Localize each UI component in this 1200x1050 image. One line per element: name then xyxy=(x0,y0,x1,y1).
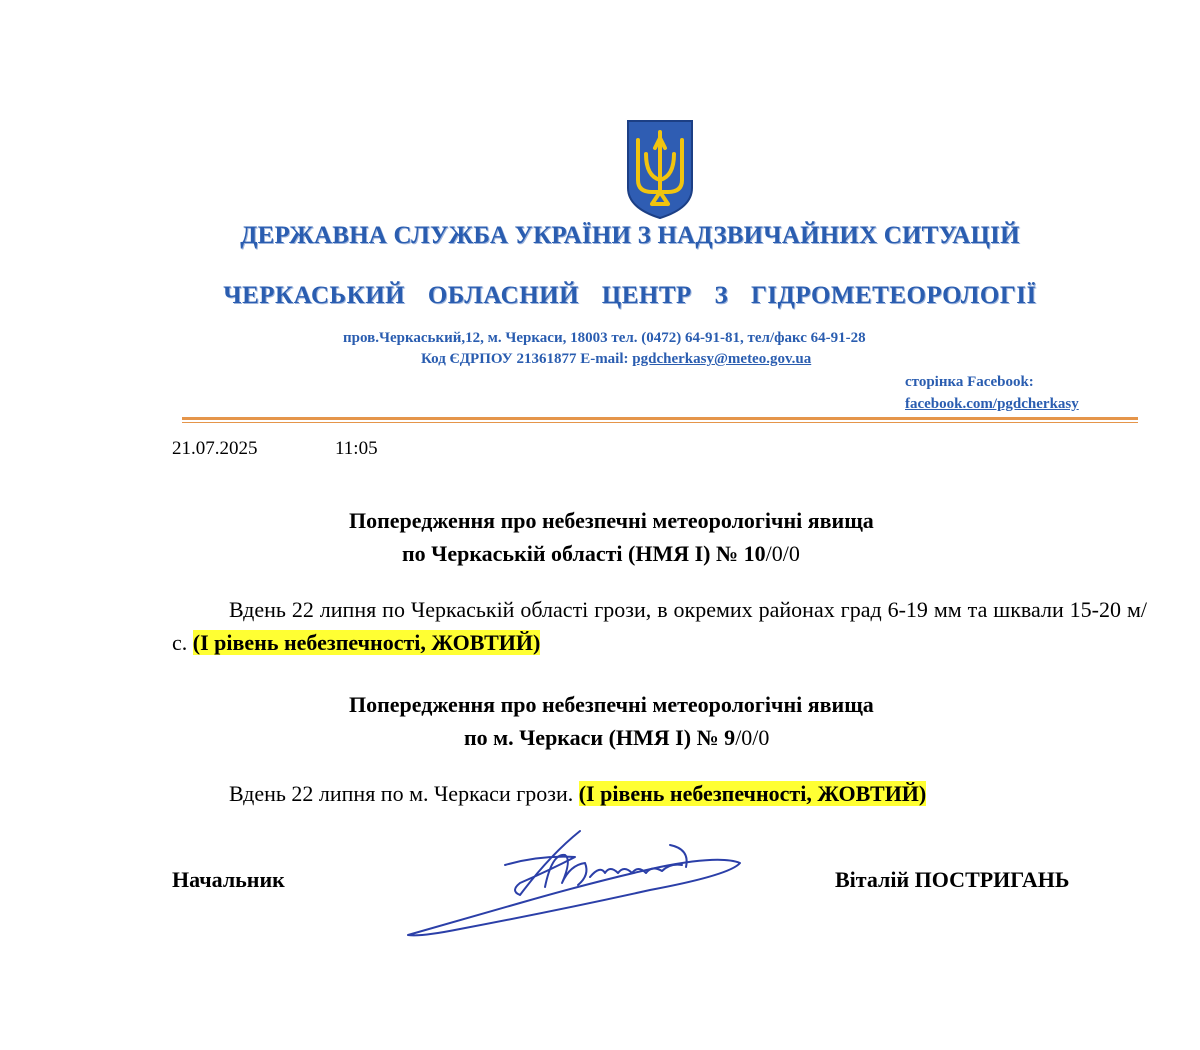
center-title: ЧЕРКАСЬКИЙ ОБЛАСНИЙ ЦЕНТР З ГІДРОМЕТЕОРОЛОГІЇ xyxy=(223,282,1037,309)
facebook-link[interactable]: facebook.com/pgdcherkasy xyxy=(905,396,1079,412)
issue-time: 11:05 xyxy=(335,438,378,459)
issue-date: 21.07.2025 xyxy=(172,438,258,459)
warning1-subtitle xyxy=(402,541,800,567)
warning1-subtitle-main: по Черкаській області (НМЯ І) № 10 xyxy=(402,541,766,566)
warning2-title: Попередження про небезпечні метеорологічні явища xyxy=(349,692,874,717)
header-divider xyxy=(182,417,1138,420)
trident-emblem-icon xyxy=(624,118,696,220)
warning1-level: (І рівень небезпечності, ЖОВТИЙ) xyxy=(192,630,541,655)
signatory-name: Віталій ПОСТРИГАНЬ xyxy=(835,867,1070,892)
facebook-label: сторінка Facebook: xyxy=(905,374,1034,390)
warning1-title: Попередження про небезпечні метеорологічні явища xyxy=(349,508,874,533)
code-email-prefix: Код ЄДРПОУ 21361877 E-mail: xyxy=(421,351,633,367)
organization-title: ДЕРЖАВНА СЛУЖБА УКРАЇНИ З НАДЗВИЧАЙНИХ СИТУАЦІЙ xyxy=(240,222,1020,249)
signatory-role: Начальник xyxy=(172,867,285,892)
warning2-subtitle xyxy=(464,725,769,751)
warning2-body xyxy=(229,777,926,810)
email-link[interactable]: pgdcherkasy@meteo.gov.ua xyxy=(632,351,812,367)
warning2-text: Вдень 22 липня по м. Черкаси грози. xyxy=(229,781,579,806)
code-email-line xyxy=(421,351,811,368)
warning1-text: Вдень 22 липня по Черкаській області грози, в окремих районах град 6-19 мм та шквали 15-20 м/с. xyxy=(172,597,1147,655)
handwritten-signature xyxy=(400,825,750,945)
warning2-level: (І рівень небезпечності, ЖОВТИЙ) xyxy=(578,781,927,806)
warning2-subtitle-main: по м. Черкаси (НМЯ І) № 9 xyxy=(464,725,736,750)
warning1-subtitle-suffix: /0/0 xyxy=(765,541,800,566)
address-line: пров.Черкаський,12, м. Черкаси, 18003 тел. (0472) 64-91-81, тел/факс 64-91-28 xyxy=(343,330,866,346)
warning2-subtitle-suffix: /0/0 xyxy=(735,725,770,750)
warning1-body xyxy=(172,593,1147,659)
header-divider-thin xyxy=(182,422,1138,423)
issue-datetime xyxy=(172,438,378,460)
